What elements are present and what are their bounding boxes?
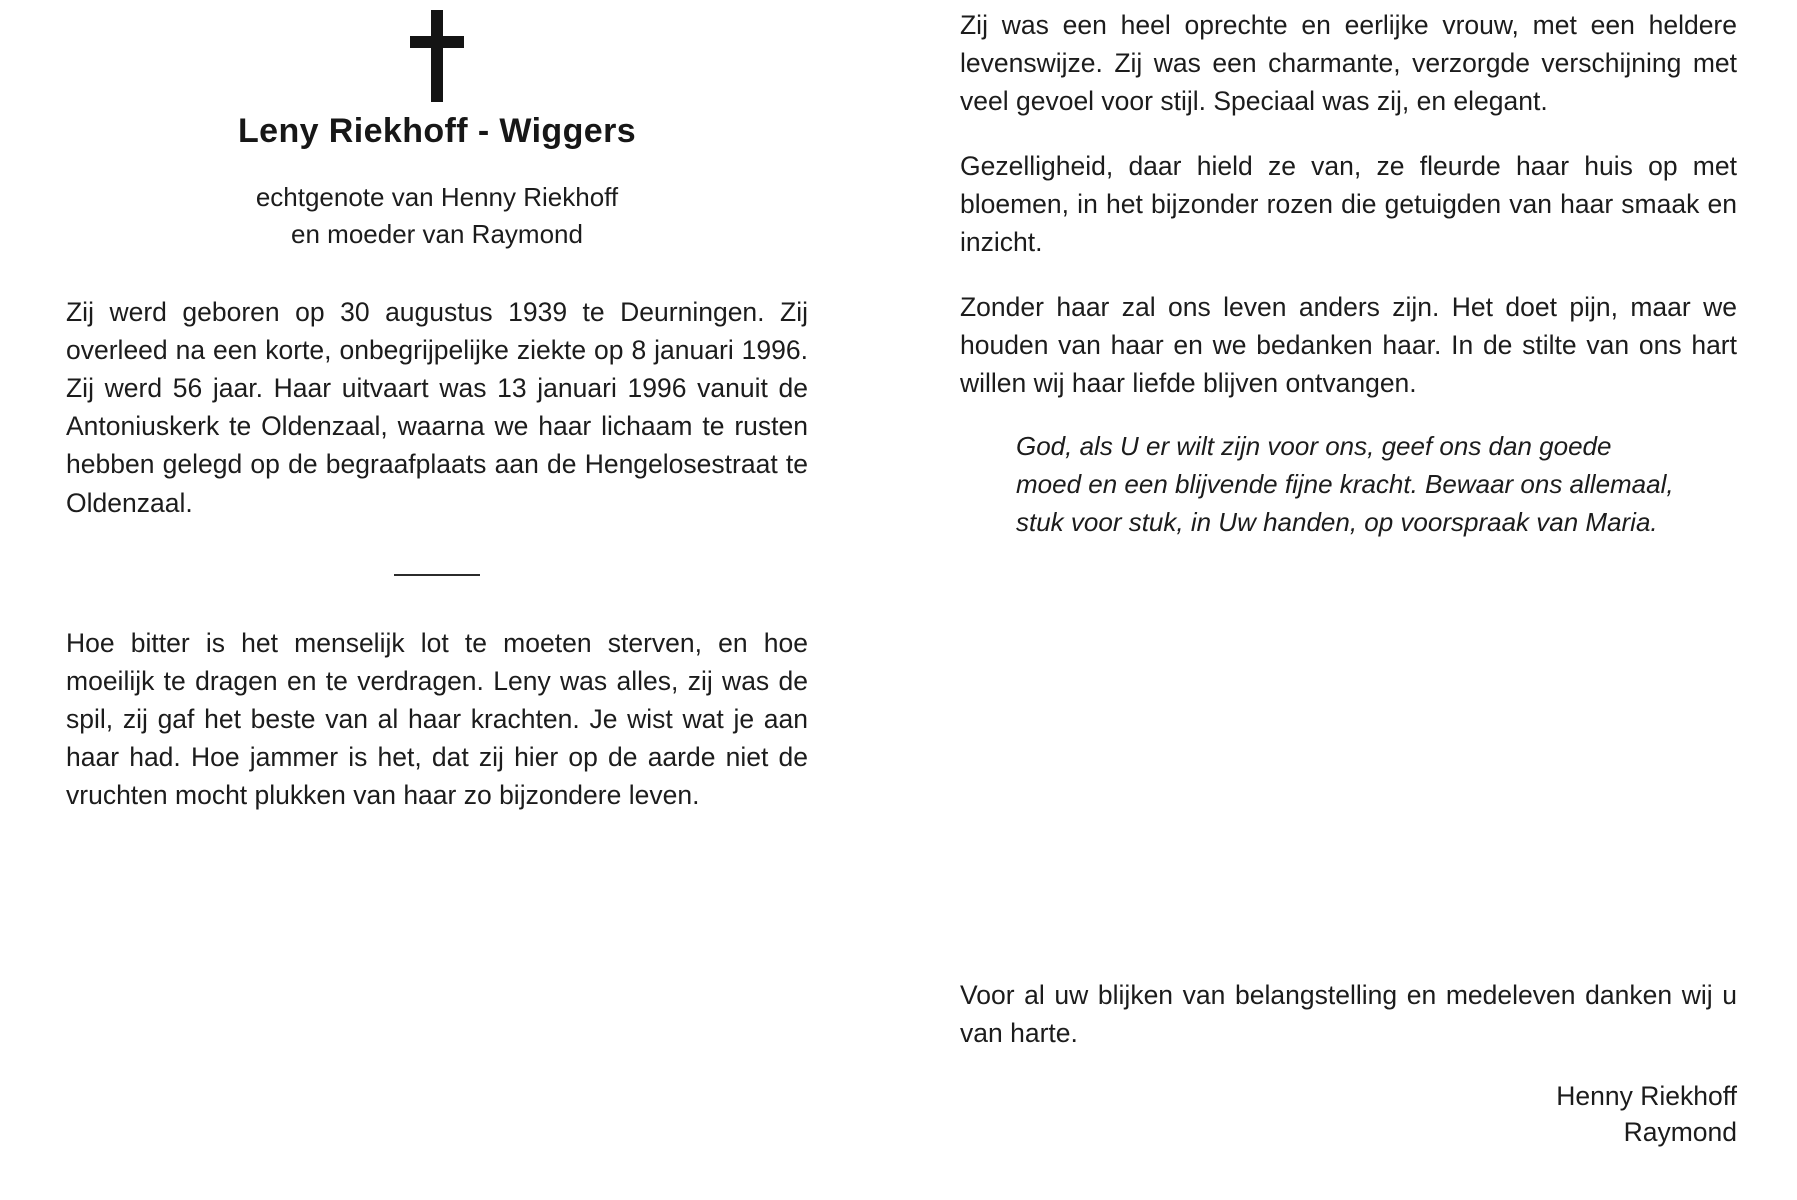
relation-spouse: echtgenote van Henny Riekhoff: [255, 182, 619, 212]
prayer-paragraph: God, als U er wilt zijn voor ons, geef ons dan goede moed en een blijvende fijne kracht. Bewaar ons allemaal, stuk voor stuk, in Uw handen, op voorspraak van Maria.: [1016, 431, 1674, 538]
section-divider: [394, 574, 480, 576]
thanks-block: [960, 950, 1737, 1150]
signature: [960, 1079, 1737, 1150]
left-column: [0, 0, 880, 1200]
deceased-name: Leny Riekhoff - Wiggers: [237, 112, 637, 150]
signature-line-2: Raymond: [1623, 1116, 1737, 1147]
right-column: [880, 0, 1797, 1200]
tribute-paragraph-3: Zonder haar zal ons leven anders zijn. Het doet pijn, maar we houden van haar en we bedanken haar. In de stilte van ons hart willen wij haar liefde blijven ontvangen.: [960, 291, 1737, 399]
relations: [66, 179, 808, 253]
biography-paragraph: Zij werd geboren op 30 augustus 1939 te Deurningen. Zij overleed na een korte, onbegrijpelijke ziekte op 8 januari 1996. Zij werd 56 jaar. Haar uitvaart was 13 januari 1996 vanuit de Antoniuskerk te Oldenzaal, waarna we haar lichaam te rusten hebben gelegd op de begraafplaats aan de Hengelosestraat te Oldenzaal.: [66, 296, 808, 518]
signature-line-1: Henny Riekhoff: [1556, 1081, 1737, 1111]
poem-paragraph: Hoe bitter is het menselijk lot te moeten sterven, en hoe moeilijk te dragen en te verdragen. Leny was alles, zij was de spil, zij gaf het beste van al haar krachten. Je wist wat je aan haar had. Hoe jammer is het, dat zij hier op de aarde niet de vruchten mocht plukken van haar zo bijzondere leven.: [66, 627, 808, 811]
relation-child: en moeder van Raymond: [291, 218, 583, 249]
latin-cross-icon: [66, 10, 808, 106]
tribute-paragraph-1: Zij was een heel oprechte en eerlijke vrouw, met een heldere levenswijze. Zij was een charmante, verzorgde verschijning met veel gevoel voor stijl. Speciaal was zij, en elegant.: [960, 10, 1737, 117]
thanks-paragraph: Voor al uw blijken van belangstelling en medeleven danken wij u van harte.: [960, 980, 1737, 1049]
tribute-paragraph-2: Gezelligheid, daar hield ze van, ze fleurde haar huis op met bloemen, in het bijzonder rozen die getuigden van haar smaak en inzicht.: [960, 150, 1737, 258]
